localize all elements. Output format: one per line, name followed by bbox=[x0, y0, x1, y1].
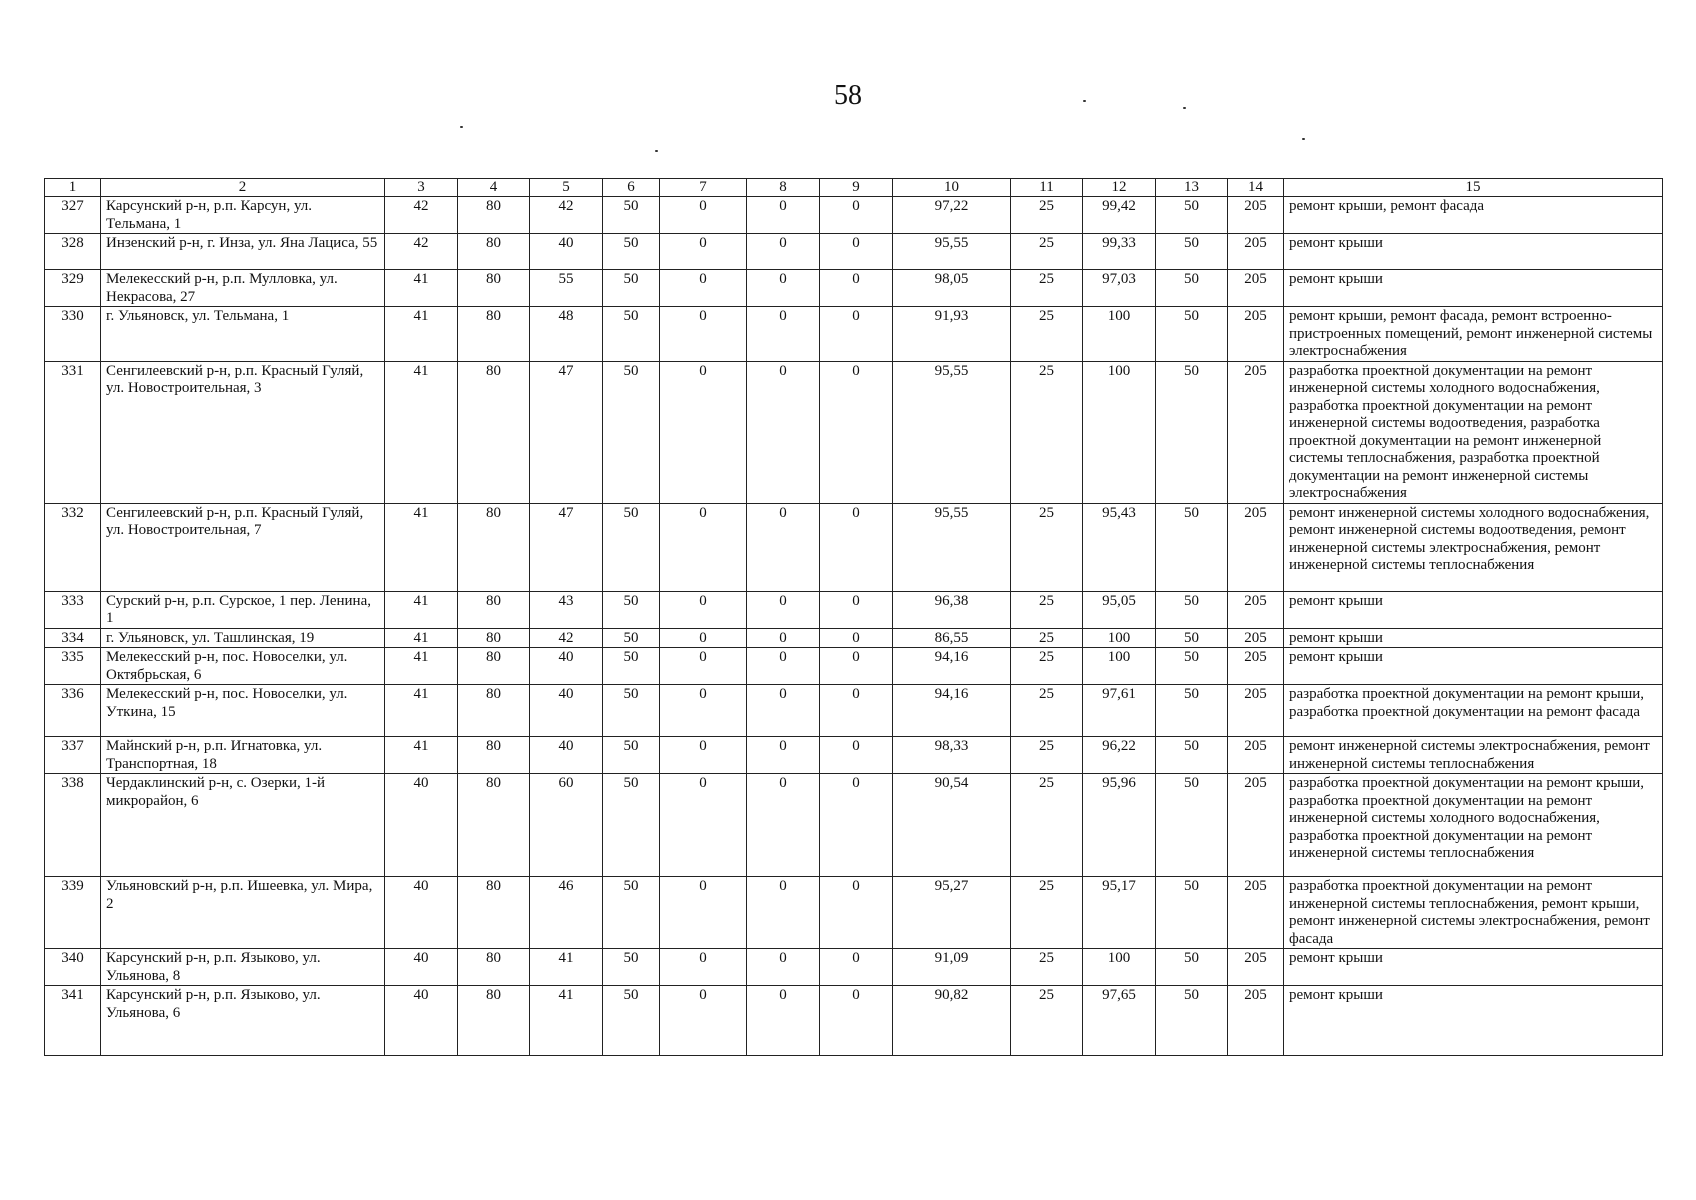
value-cell-col-7: 0 bbox=[660, 774, 747, 877]
row-number-cell: 328 bbox=[45, 234, 101, 270]
value-cell-col-9: 0 bbox=[820, 949, 893, 986]
value-cell-col-5: 40 bbox=[530, 737, 603, 774]
value-cell-col-4: 80 bbox=[458, 986, 530, 1056]
value-cell-col-5: 42 bbox=[530, 197, 603, 234]
table-row bbox=[45, 648, 1663, 685]
value-cell-col-7: 0 bbox=[660, 628, 747, 648]
value-cell-col-8: 0 bbox=[747, 685, 820, 737]
value-cell-col-14: 205 bbox=[1228, 503, 1284, 591]
table-row bbox=[45, 307, 1663, 362]
value-cell-col-5: 40 bbox=[530, 234, 603, 270]
value-cell-col-12: 97,65 bbox=[1083, 986, 1156, 1056]
value-cell-col-14: 205 bbox=[1228, 877, 1284, 949]
value-cell-col-7: 0 bbox=[660, 685, 747, 737]
row-number-cell: 327 bbox=[45, 197, 101, 234]
row-number-cell: 330 bbox=[45, 307, 101, 362]
value-cell-col-10: 95,55 bbox=[893, 503, 1011, 591]
address-cell: г. Ульяновск, ул. Тельмана, 1 bbox=[101, 307, 385, 362]
column-header-5: 5 bbox=[530, 179, 603, 197]
row-number-cell: 336 bbox=[45, 685, 101, 737]
value-cell-col-9: 0 bbox=[820, 877, 893, 949]
value-cell-col-13: 50 bbox=[1156, 877, 1228, 949]
value-cell-col-3: 42 bbox=[385, 234, 458, 270]
address-cell: г. Ульяновск, ул. Ташлинская, 19 bbox=[101, 628, 385, 648]
value-cell-col-6: 50 bbox=[603, 685, 660, 737]
value-cell-col-7: 0 bbox=[660, 949, 747, 986]
value-cell-col-12: 99,33 bbox=[1083, 234, 1156, 270]
address-cell: Карсунский р-н, р.п. Языково, ул. Ульянова, 8 bbox=[101, 949, 385, 986]
value-cell-col-13: 50 bbox=[1156, 270, 1228, 307]
table-row bbox=[45, 234, 1663, 270]
value-cell-col-11: 25 bbox=[1011, 307, 1083, 362]
data-table-wrapper bbox=[44, 178, 1663, 1056]
value-cell-col-13: 50 bbox=[1156, 197, 1228, 234]
works-cell: ремонт крыши bbox=[1284, 986, 1663, 1056]
value-cell-col-4: 80 bbox=[458, 737, 530, 774]
address-cell: Сурский р-н, р.п. Сурское, 1 пер. Ленина, 1 bbox=[101, 591, 385, 628]
page-number: 58 bbox=[834, 80, 862, 111]
value-cell-col-8: 0 bbox=[747, 986, 820, 1056]
value-cell-col-6: 50 bbox=[603, 591, 660, 628]
value-cell-col-14: 205 bbox=[1228, 949, 1284, 986]
value-cell-col-11: 25 bbox=[1011, 685, 1083, 737]
value-cell-col-6: 50 bbox=[603, 234, 660, 270]
value-cell-col-10: 86,55 bbox=[893, 628, 1011, 648]
row-number-cell: 337 bbox=[45, 737, 101, 774]
value-cell-col-12: 97,61 bbox=[1083, 685, 1156, 737]
value-cell-col-13: 50 bbox=[1156, 591, 1228, 628]
value-cell-col-9: 0 bbox=[820, 986, 893, 1056]
value-cell-col-6: 50 bbox=[603, 270, 660, 307]
table-row bbox=[45, 986, 1663, 1056]
value-cell-col-11: 25 bbox=[1011, 197, 1083, 234]
column-header-6: 6 bbox=[603, 179, 660, 197]
value-cell-col-8: 0 bbox=[747, 628, 820, 648]
value-cell-col-7: 0 bbox=[660, 361, 747, 503]
value-cell-col-8: 0 bbox=[747, 307, 820, 362]
value-cell-col-4: 80 bbox=[458, 270, 530, 307]
works-cell: разработка проектной документации на ремонт инженерной системы теплоснабжения, ремонт крыши, ремонт инженерной системы электроснабжения, ремонт фасада bbox=[1284, 877, 1663, 949]
value-cell-col-6: 50 bbox=[603, 774, 660, 877]
value-cell-col-13: 50 bbox=[1156, 648, 1228, 685]
value-cell-col-9: 0 bbox=[820, 628, 893, 648]
address-cell: Сенгилеевский р-н, р.п. Красный Гуляй, ул. Новостроительная, 7 bbox=[101, 503, 385, 591]
works-cell: разработка проектной документации на ремонт инженерной системы холодного водоснабжения, разработка проектной документации на ремонт инженерной системы водоотведения, разработка проектной документации на ремонт инженерной системы теплоснабжения, разработка проектной документации на ремонт инженерной системы электроснабжения bbox=[1284, 361, 1663, 503]
value-cell-col-6: 50 bbox=[603, 197, 660, 234]
value-cell-col-6: 50 bbox=[603, 307, 660, 362]
value-cell-col-13: 50 bbox=[1156, 361, 1228, 503]
address-cell: Карсунский р-н, р.п. Языково, ул. Ульянова, 6 bbox=[101, 986, 385, 1056]
value-cell-col-8: 0 bbox=[747, 270, 820, 307]
value-cell-col-10: 96,38 bbox=[893, 591, 1011, 628]
table-row bbox=[45, 877, 1663, 949]
row-number-cell: 340 bbox=[45, 949, 101, 986]
row-number-cell: 341 bbox=[45, 986, 101, 1056]
value-cell-col-10: 94,16 bbox=[893, 648, 1011, 685]
table-row bbox=[45, 591, 1663, 628]
address-cell: Инзенский р-н, г. Инза, ул. Яна Лациса, 55 bbox=[101, 234, 385, 270]
value-cell-col-13: 50 bbox=[1156, 986, 1228, 1056]
value-cell-col-7: 0 bbox=[660, 737, 747, 774]
column-header-11: 11 bbox=[1011, 179, 1083, 197]
value-cell-col-11: 25 bbox=[1011, 774, 1083, 877]
value-cell-col-3: 41 bbox=[385, 361, 458, 503]
address-cell: Мелекесский р-н, пос. Новоселки, ул. Октябрьская, 6 bbox=[101, 648, 385, 685]
column-header-1: 1 bbox=[45, 179, 101, 197]
works-cell: ремонт крыши, ремонт фасада, ремонт встроенно-пристроенных помещений, ремонт инженерной системы электроснабжения bbox=[1284, 307, 1663, 362]
value-cell-col-10: 95,55 bbox=[893, 361, 1011, 503]
value-cell-col-7: 0 bbox=[660, 591, 747, 628]
value-cell-col-13: 50 bbox=[1156, 307, 1228, 362]
value-cell-col-14: 205 bbox=[1228, 270, 1284, 307]
row-number-cell: 335 bbox=[45, 648, 101, 685]
value-cell-col-11: 25 bbox=[1011, 591, 1083, 628]
table-header-row bbox=[45, 179, 1663, 197]
value-cell-col-11: 25 bbox=[1011, 234, 1083, 270]
value-cell-col-5: 43 bbox=[530, 591, 603, 628]
value-cell-col-14: 205 bbox=[1228, 737, 1284, 774]
value-cell-col-12: 100 bbox=[1083, 648, 1156, 685]
value-cell-col-12: 100 bbox=[1083, 628, 1156, 648]
address-cell: Сенгилеевский р-н, р.п. Красный Гуляй, ул. Новостроительная, 3 bbox=[101, 361, 385, 503]
value-cell-col-10: 91,09 bbox=[893, 949, 1011, 986]
value-cell-col-9: 0 bbox=[820, 361, 893, 503]
value-cell-col-4: 80 bbox=[458, 197, 530, 234]
value-cell-col-8: 0 bbox=[747, 877, 820, 949]
value-cell-col-6: 50 bbox=[603, 361, 660, 503]
value-cell-col-6: 50 bbox=[603, 503, 660, 591]
address-cell: Майнский р-н, р.п. Игнатовка, ул. Транспортная, 18 bbox=[101, 737, 385, 774]
value-cell-col-11: 25 bbox=[1011, 986, 1083, 1056]
value-cell-col-4: 80 bbox=[458, 949, 530, 986]
value-cell-col-7: 0 bbox=[660, 877, 747, 949]
value-cell-col-7: 0 bbox=[660, 270, 747, 307]
data-table bbox=[44, 178, 1663, 1056]
value-cell-col-5: 55 bbox=[530, 270, 603, 307]
value-cell-col-13: 50 bbox=[1156, 628, 1228, 648]
value-cell-col-4: 80 bbox=[458, 307, 530, 362]
column-header-15: 15 bbox=[1284, 179, 1663, 197]
value-cell-col-12: 95,43 bbox=[1083, 503, 1156, 591]
value-cell-col-9: 0 bbox=[820, 307, 893, 362]
value-cell-col-5: 46 bbox=[530, 877, 603, 949]
value-cell-col-13: 50 bbox=[1156, 685, 1228, 737]
value-cell-col-9: 0 bbox=[820, 270, 893, 307]
row-number-cell: 338 bbox=[45, 774, 101, 877]
value-cell-col-3: 40 bbox=[385, 877, 458, 949]
column-header-7: 7 bbox=[660, 179, 747, 197]
value-cell-col-8: 0 bbox=[747, 648, 820, 685]
column-header-8: 8 bbox=[747, 179, 820, 197]
value-cell-col-5: 47 bbox=[530, 361, 603, 503]
value-cell-col-8: 0 bbox=[747, 361, 820, 503]
value-cell-col-12: 99,42 bbox=[1083, 197, 1156, 234]
value-cell-col-4: 80 bbox=[458, 234, 530, 270]
value-cell-col-3: 40 bbox=[385, 986, 458, 1056]
value-cell-col-6: 50 bbox=[603, 877, 660, 949]
value-cell-col-6: 50 bbox=[603, 628, 660, 648]
value-cell-col-13: 50 bbox=[1156, 737, 1228, 774]
column-header-9: 9 bbox=[820, 179, 893, 197]
row-number-cell: 339 bbox=[45, 877, 101, 949]
value-cell-col-8: 0 bbox=[747, 503, 820, 591]
column-header-13: 13 bbox=[1156, 179, 1228, 197]
value-cell-col-10: 97,22 bbox=[893, 197, 1011, 234]
value-cell-col-7: 0 bbox=[660, 986, 747, 1056]
value-cell-col-13: 50 bbox=[1156, 949, 1228, 986]
works-cell: ремонт инженерной системы холодного водоснабжения, ремонт инженерной системы водоотведения, ремонт инженерной системы электроснабжения, ремонт инженерной системы теплоснабжения bbox=[1284, 503, 1663, 591]
value-cell-col-7: 0 bbox=[660, 197, 747, 234]
value-cell-col-11: 25 bbox=[1011, 737, 1083, 774]
value-cell-col-12: 95,17 bbox=[1083, 877, 1156, 949]
value-cell-col-4: 80 bbox=[458, 361, 530, 503]
works-cell: разработка проектной документации на ремонт крыши, разработка проектной документации на ремонт фасада bbox=[1284, 685, 1663, 737]
value-cell-col-14: 205 bbox=[1228, 591, 1284, 628]
value-cell-col-11: 25 bbox=[1011, 270, 1083, 307]
table-body bbox=[45, 197, 1663, 1056]
row-number-cell: 333 bbox=[45, 591, 101, 628]
address-cell: Чердаклинский р-н, с. Озерки, 1-й микрорайон, 6 bbox=[101, 774, 385, 877]
value-cell-col-12: 100 bbox=[1083, 949, 1156, 986]
value-cell-col-14: 205 bbox=[1228, 197, 1284, 234]
value-cell-col-10: 95,55 bbox=[893, 234, 1011, 270]
table-row bbox=[45, 361, 1663, 503]
row-number-cell: 332 bbox=[45, 503, 101, 591]
table-row bbox=[45, 628, 1663, 648]
column-header-4: 4 bbox=[458, 179, 530, 197]
address-cell: Мелекесский р-н, р.п. Мулловка, ул. Некрасова, 27 bbox=[101, 270, 385, 307]
value-cell-col-8: 0 bbox=[747, 591, 820, 628]
scan-speck bbox=[1083, 100, 1086, 102]
value-cell-col-4: 80 bbox=[458, 685, 530, 737]
value-cell-col-6: 50 bbox=[603, 737, 660, 774]
value-cell-col-14: 205 bbox=[1228, 685, 1284, 737]
value-cell-col-4: 80 bbox=[458, 774, 530, 877]
works-cell: ремонт крыши bbox=[1284, 949, 1663, 986]
table-row bbox=[45, 197, 1663, 234]
value-cell-col-8: 0 bbox=[747, 234, 820, 270]
works-cell: ремонт крыши bbox=[1284, 591, 1663, 628]
column-header-14: 14 bbox=[1228, 179, 1284, 197]
value-cell-col-10: 91,93 bbox=[893, 307, 1011, 362]
value-cell-col-4: 80 bbox=[458, 591, 530, 628]
scan-speck bbox=[655, 150, 658, 152]
value-cell-col-7: 0 bbox=[660, 648, 747, 685]
table-row bbox=[45, 685, 1663, 737]
scan-speck bbox=[1183, 107, 1186, 109]
value-cell-col-3: 40 bbox=[385, 774, 458, 877]
value-cell-col-6: 50 bbox=[603, 986, 660, 1056]
works-cell: ремонт крыши bbox=[1284, 648, 1663, 685]
value-cell-col-9: 0 bbox=[820, 503, 893, 591]
value-cell-col-10: 95,27 bbox=[893, 877, 1011, 949]
value-cell-col-3: 41 bbox=[385, 648, 458, 685]
value-cell-col-8: 0 bbox=[747, 949, 820, 986]
value-cell-col-9: 0 bbox=[820, 234, 893, 270]
value-cell-col-11: 25 bbox=[1011, 877, 1083, 949]
value-cell-col-4: 80 bbox=[458, 628, 530, 648]
column-header-2: 2 bbox=[101, 179, 385, 197]
value-cell-col-14: 205 bbox=[1228, 307, 1284, 362]
value-cell-col-8: 0 bbox=[747, 737, 820, 774]
value-cell-col-14: 205 bbox=[1228, 986, 1284, 1056]
value-cell-col-4: 80 bbox=[458, 877, 530, 949]
table-row bbox=[45, 737, 1663, 774]
value-cell-col-9: 0 bbox=[820, 648, 893, 685]
value-cell-col-5: 41 bbox=[530, 949, 603, 986]
value-cell-col-9: 0 bbox=[820, 774, 893, 877]
address-cell: Карсунский р-н, р.п. Карсун, ул. Тельмана, 1 bbox=[101, 197, 385, 234]
value-cell-col-6: 50 bbox=[603, 949, 660, 986]
value-cell-col-7: 0 bbox=[660, 503, 747, 591]
column-header-3: 3 bbox=[385, 179, 458, 197]
value-cell-col-10: 90,82 bbox=[893, 986, 1011, 1056]
value-cell-col-10: 94,16 bbox=[893, 685, 1011, 737]
value-cell-col-3: 41 bbox=[385, 628, 458, 648]
value-cell-col-12: 96,22 bbox=[1083, 737, 1156, 774]
value-cell-col-3: 41 bbox=[385, 503, 458, 591]
value-cell-col-8: 0 bbox=[747, 774, 820, 877]
value-cell-col-13: 50 bbox=[1156, 234, 1228, 270]
row-number-cell: 331 bbox=[45, 361, 101, 503]
table-row bbox=[45, 270, 1663, 307]
value-cell-col-5: 41 bbox=[530, 986, 603, 1056]
column-header-12: 12 bbox=[1083, 179, 1156, 197]
row-number-cell: 329 bbox=[45, 270, 101, 307]
value-cell-col-11: 25 bbox=[1011, 361, 1083, 503]
value-cell-col-3: 42 bbox=[385, 197, 458, 234]
value-cell-col-5: 42 bbox=[530, 628, 603, 648]
value-cell-col-9: 0 bbox=[820, 685, 893, 737]
value-cell-col-9: 0 bbox=[820, 197, 893, 234]
row-number-cell: 334 bbox=[45, 628, 101, 648]
scan-speck bbox=[1302, 138, 1305, 140]
value-cell-col-13: 50 bbox=[1156, 503, 1228, 591]
value-cell-col-5: 48 bbox=[530, 307, 603, 362]
scan-speck bbox=[460, 126, 463, 128]
value-cell-col-14: 205 bbox=[1228, 774, 1284, 877]
table-row bbox=[45, 949, 1663, 986]
value-cell-col-4: 80 bbox=[458, 648, 530, 685]
value-cell-col-14: 205 bbox=[1228, 234, 1284, 270]
value-cell-col-14: 205 bbox=[1228, 648, 1284, 685]
value-cell-col-14: 205 bbox=[1228, 628, 1284, 648]
value-cell-col-11: 25 bbox=[1011, 503, 1083, 591]
value-cell-col-12: 100 bbox=[1083, 361, 1156, 503]
value-cell-col-4: 80 bbox=[458, 503, 530, 591]
value-cell-col-6: 50 bbox=[603, 648, 660, 685]
value-cell-col-3: 41 bbox=[385, 737, 458, 774]
works-cell: ремонт крыши, ремонт фасада bbox=[1284, 197, 1663, 234]
works-cell: ремонт крыши bbox=[1284, 234, 1663, 270]
table-row bbox=[45, 774, 1663, 877]
value-cell-col-12: 95,05 bbox=[1083, 591, 1156, 628]
value-cell-col-10: 98,05 bbox=[893, 270, 1011, 307]
column-header-10: 10 bbox=[893, 179, 1011, 197]
value-cell-col-10: 90,54 bbox=[893, 774, 1011, 877]
value-cell-col-12: 100 bbox=[1083, 307, 1156, 362]
value-cell-col-14: 205 bbox=[1228, 361, 1284, 503]
value-cell-col-9: 0 bbox=[820, 737, 893, 774]
value-cell-col-3: 40 bbox=[385, 949, 458, 986]
value-cell-col-3: 41 bbox=[385, 685, 458, 737]
value-cell-col-12: 95,96 bbox=[1083, 774, 1156, 877]
value-cell-col-7: 0 bbox=[660, 234, 747, 270]
value-cell-col-7: 0 bbox=[660, 307, 747, 362]
value-cell-col-11: 25 bbox=[1011, 949, 1083, 986]
table-row bbox=[45, 503, 1663, 591]
value-cell-col-11: 25 bbox=[1011, 628, 1083, 648]
value-cell-col-5: 40 bbox=[530, 685, 603, 737]
value-cell-col-8: 0 bbox=[747, 197, 820, 234]
value-cell-col-5: 40 bbox=[530, 648, 603, 685]
value-cell-col-5: 47 bbox=[530, 503, 603, 591]
works-cell: ремонт крыши bbox=[1284, 270, 1663, 307]
address-cell: Мелекесский р-н, пос. Новоселки, ул. Уткина, 15 bbox=[101, 685, 385, 737]
works-cell: ремонт крыши bbox=[1284, 628, 1663, 648]
value-cell-col-11: 25 bbox=[1011, 648, 1083, 685]
value-cell-col-5: 60 bbox=[530, 774, 603, 877]
address-cell: Ульяновский р-н, р.п. Ишеевка, ул. Мира, 2 bbox=[101, 877, 385, 949]
value-cell-col-10: 98,33 bbox=[893, 737, 1011, 774]
works-cell: разработка проектной документации на ремонт крыши, разработка проектной документации на ремонт инженерной системы холодного водоснабжения, разработка проектной документации на ремонт инженерной системы теплоснабжения bbox=[1284, 774, 1663, 877]
value-cell-col-9: 0 bbox=[820, 591, 893, 628]
value-cell-col-13: 50 bbox=[1156, 774, 1228, 877]
value-cell-col-12: 97,03 bbox=[1083, 270, 1156, 307]
works-cell: ремонт инженерной системы электроснабжения, ремонт инженерной системы теплоснабжения bbox=[1284, 737, 1663, 774]
value-cell-col-3: 41 bbox=[385, 307, 458, 362]
value-cell-col-3: 41 bbox=[385, 270, 458, 307]
value-cell-col-3: 41 bbox=[385, 591, 458, 628]
